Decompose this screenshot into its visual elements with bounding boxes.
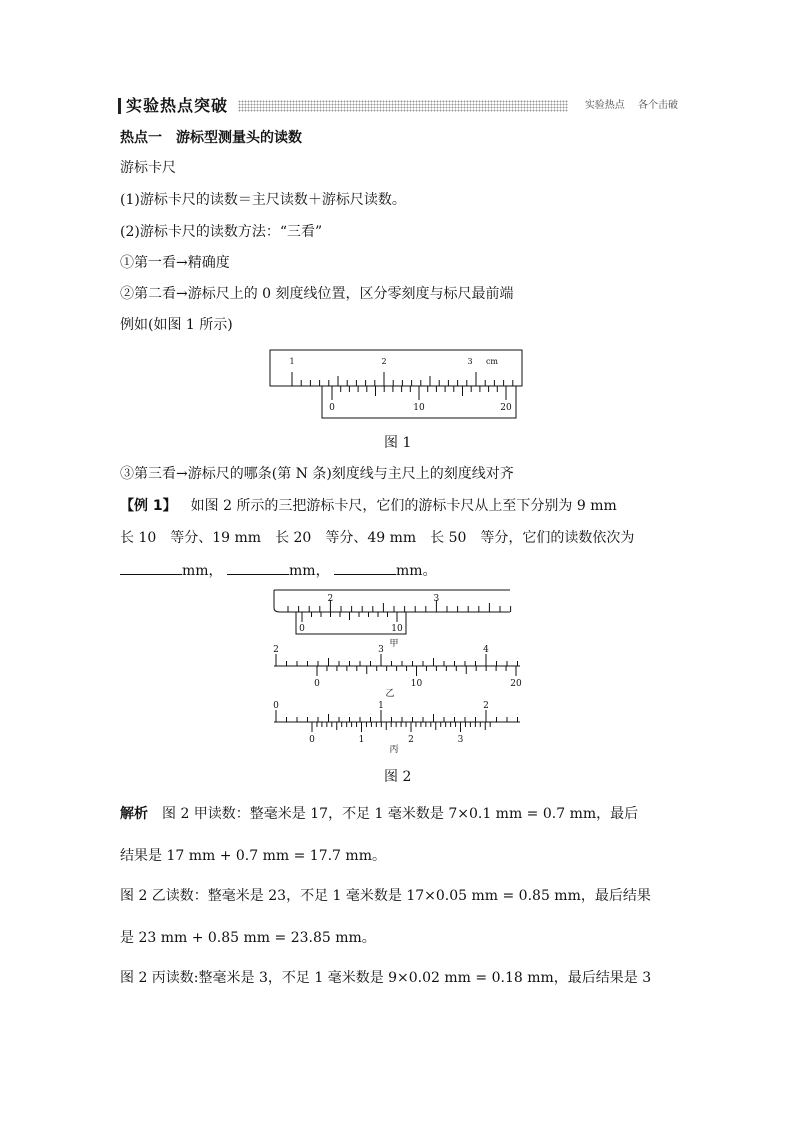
solution-bing-line-1: 图 2 丙读数:整毫米是 3，不足 1 毫米数是 9×0.02 mm = 0.18 mm，最后结果是 3 [120, 970, 652, 986]
yi-vernier-label: 0 [314, 679, 320, 689]
header-right-label-2: 各个击破 [638, 100, 678, 111]
bing-main-label: 2 [483, 701, 489, 711]
main-scale-label: 2 [381, 357, 387, 366]
header-right-labels [575, 98, 678, 114]
point-2: (2)游标卡尺的读数方法：“三看” [120, 224, 323, 240]
bing-main-label: 1 [378, 701, 384, 711]
figure-1-vernier [268, 346, 528, 422]
bing-vernier-label: 3 [457, 735, 464, 745]
header-bar [118, 98, 121, 114]
vernier-label: 20 [500, 403, 512, 413]
solution-label: 解析 [120, 806, 148, 822]
jia-main-label: 3 [433, 594, 440, 604]
yi-main-label: 2 [273, 645, 279, 655]
subheading: 游标卡尺 [120, 160, 176, 176]
example-1-answers [120, 560, 437, 581]
figure-2-caption: 图 2 [384, 769, 412, 785]
solution-yi-line-1: 图 2 乙读数：整毫米是 23，不足 1 毫米数是 17×0.05 mm = 0.85 mm，最后结果 [120, 888, 651, 904]
section-header [118, 96, 678, 116]
solution-jia-line-2: 结果是 17 mm + 0.7 mm = 17.7 mm。 [120, 848, 386, 864]
jia-vernier-body [296, 612, 406, 634]
vernier-label: 0 [329, 403, 335, 413]
main-scale-label: 3 [467, 357, 473, 366]
look-1: ①第一看→精确度 [120, 255, 230, 271]
bing-vernier-label: 1 [358, 735, 365, 745]
example-intro: 例如(如图 1 所示) [120, 317, 233, 333]
jia-name-label: 甲 [389, 639, 399, 649]
example-1-tag: 【例 1】 [120, 498, 177, 514]
solution-jia-text-1: 图 2 甲读数：整毫米是 17，不足 1 毫米数是 7×0.1 mm = 0.7 mm，最后 [162, 806, 639, 822]
bing-vernier-label: 0 [309, 735, 315, 745]
figure-1-caption: 图 1 [384, 435, 412, 451]
answer-blank-3[interactable] [334, 560, 396, 575]
figure-2-verniers [266, 586, 528, 762]
bing-name-label: 丙 [389, 745, 399, 755]
solution-jia-line-1 [120, 804, 638, 824]
main-scale-label: cm [485, 357, 499, 366]
look-3: ③第三看→游标尺的哪条(第 N 条)刻度线与主尺上的刻度线对齐 [120, 466, 514, 482]
jia-vernier-label: 0 [299, 624, 305, 634]
yi-vernier-label: 20 [510, 679, 522, 689]
header-right-label-1: 实验热点 [584, 100, 625, 111]
example-1-line-2: 长 10 等分、19 mm 长 20 等分、49 mm 长 50 等分，它们的读数依次为 [120, 530, 635, 546]
point-1: (1)游标卡尺的读数＝主尺读数＋游标尺读数。 [120, 192, 406, 208]
vernier-label: 10 [413, 403, 425, 413]
example-1-text-1: 如图 2 所示的三把游标卡尺，它们的游标卡尺从上至下分别为 9 mm [190, 498, 617, 514]
answer-blank-2[interactable] [227, 560, 289, 575]
header-dotted-band [238, 100, 568, 112]
yi-name-label: 乙 [385, 689, 395, 699]
bing-vernier-label: 2 [408, 735, 414, 745]
main-scale-body [270, 350, 522, 386]
yi-main-label: 4 [483, 645, 489, 655]
answer-unit-3: mm。 [396, 563, 437, 579]
header-title: 实验热点突破 [126, 96, 229, 115]
answer-unit-1: mm， [182, 563, 223, 579]
jia-main-label: 2 [327, 594, 334, 604]
main-scale-label: 1 [289, 357, 295, 366]
answer-blank-1[interactable] [120, 560, 182, 575]
look-2: ②第二看→游标尺上的 0 刻度线位置，区分零刻度与标尺最前端 [120, 286, 514, 302]
answer-unit-2: mm， [289, 563, 330, 579]
yi-main-label: 3 [378, 645, 384, 655]
jia-vernier-label: 10 [391, 624, 403, 634]
bing-main-label: 0 [273, 701, 279, 711]
example-1-line-1 [120, 496, 617, 516]
solution-yi-line-2: 是 23 mm + 0.85 mm = 23.85 mm。 [120, 930, 376, 946]
hotspot-heading: 热点一 游标型测量头的读数 [120, 130, 302, 146]
yi-vernier-label: 10 [410, 679, 423, 689]
